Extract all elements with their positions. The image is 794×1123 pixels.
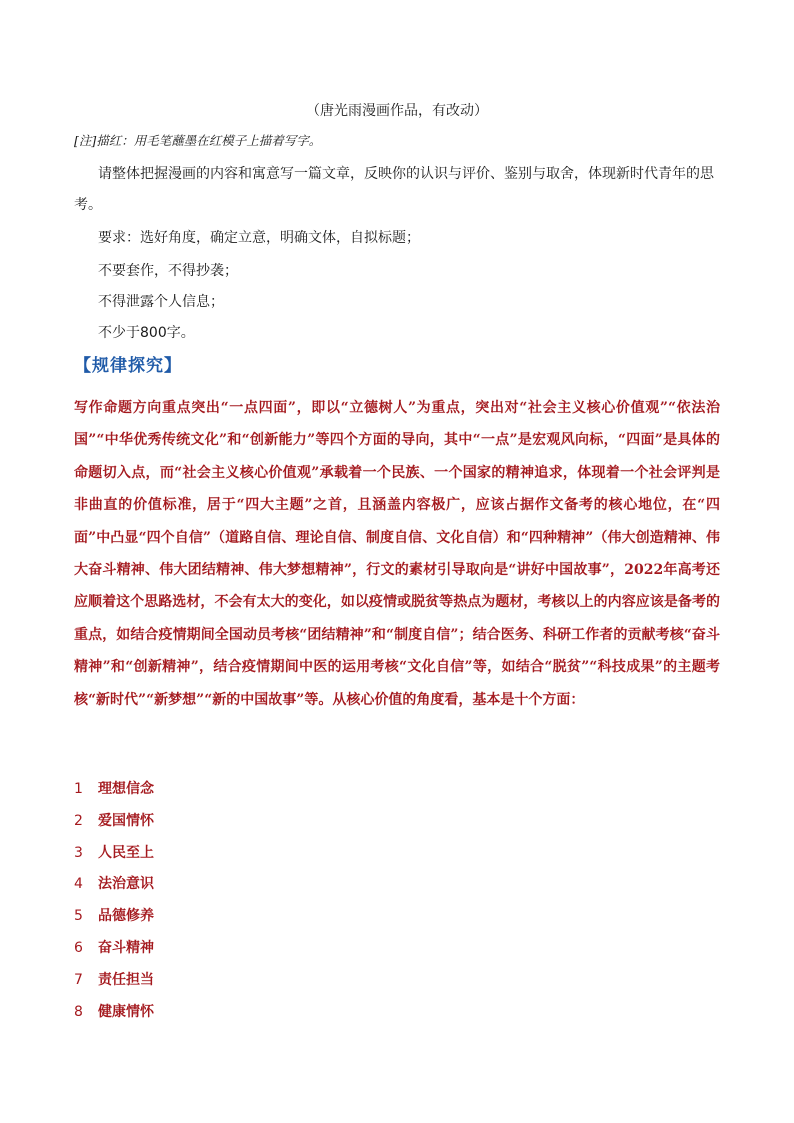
list-label: 理想信念 <box>98 781 154 797</box>
requirement-line: 不要套作，不得抄袭； <box>98 263 238 279</box>
image-caption: （唐光雨漫画作品，有改动） <box>306 103 488 119</box>
list-label: 健康情怀 <box>98 1003 154 1020</box>
list-number: 6 <box>74 939 83 956</box>
list-number: 8 <box>74 1003 83 1020</box>
list-number: 1 <box>74 781 83 797</box>
list-item <box>74 901 154 933</box>
list-item <box>74 997 154 1029</box>
list-label: 责任担当 <box>98 971 154 988</box>
requirement-line: 不少于800字。 <box>98 325 195 341</box>
list-number: 4 <box>74 876 83 893</box>
footnote: [注]描红：用毛笔蘸墨在红模子上描着写字。 <box>74 133 322 148</box>
list-item <box>74 774 154 806</box>
essay-prompt: 请整体把握漫画的内容和寓意写一篇文章，反映你的认识与评价、鉴别与取舍，体现新时代青年的思考。 <box>74 166 714 213</box>
list-item <box>74 933 154 965</box>
list-label: 品德修养 <box>98 908 154 925</box>
list-label: 人民至上 <box>98 844 154 861</box>
core-values-list <box>74 774 154 1028</box>
list-label: 爱国情怀 <box>98 812 154 829</box>
list-label: 奋斗精神 <box>98 939 154 956</box>
list-item <box>74 806 154 838</box>
requirement-line: 要求：选好角度，确定立意，明确文体，自拟标题； <box>98 230 420 246</box>
analysis-paragraph: 写作命题方向重点突出“一点四面”，即以“立德树人”为重点，突出对“社会主义核心价值观”“依法治国”“中华优秀传统文化”和“创新能力”等四个方面的导向，其中“一点”是宏观风向标，“四面”是具体的命题切入点，而“社会主义核心价值观”承载着一个民族、一个国家的精神追求，体现着一个社会评判是非曲直的价值标准，居于“四大主题”之首，且涵盖内容极广，应该占据作文备考的核心地位，在“四面”中凸显“四个自信”（道路自信、理论自信、制度自信、文化自信）和“四种精神”（伟大创造精神、伟大奋斗精神、伟大团结精神、伟大梦想精神”，行文的素材引导取向是“讲好中国故事”，2022年高考还应顺着这个思路选材，不会有太大的变化，如以疫情或脱贫等热点为题材，考核以上的内容应该是备考的重点，如结合疫情期间全国动员考核“团结精神”和“制度自信”；结合医务、科研工作者的贡献考核“奋斗精神”和“创新精神”，结合疫情期间中医的运用考核“文化自信”等，如结合“脱贫”“科技成果”的主题考核“新时代”“新梦想”“新的中国故事”等。从核心价值的角度看，基本是十个方面： <box>74 400 720 708</box>
list-label: 法治意识 <box>98 876 154 893</box>
list-number: 2 <box>74 812 83 829</box>
list-number: 5 <box>74 908 83 925</box>
requirement-line: 不得泄露个人信息； <box>98 294 224 310</box>
list-number: 7 <box>74 971 83 988</box>
list-item <box>74 965 154 997</box>
list-item <box>74 838 154 870</box>
section-heading: 【规律探究】 <box>74 356 182 376</box>
list-number: 3 <box>74 844 83 861</box>
list-item <box>74 869 154 901</box>
